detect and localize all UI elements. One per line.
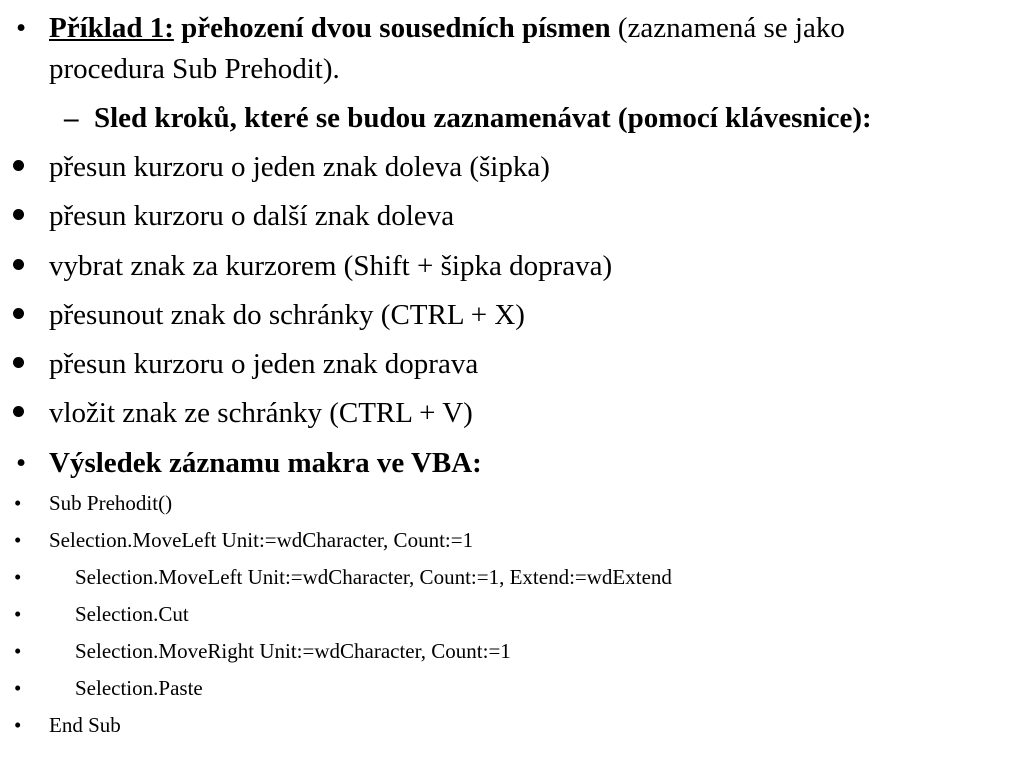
intro-text bbox=[49, 10, 845, 46]
example-note: (zaznamená se jako bbox=[617, 12, 845, 44]
example-label: Příklad 1: bbox=[49, 12, 174, 44]
bullet-marker: • bbox=[14, 639, 22, 663]
bullet-marker: • bbox=[16, 447, 27, 479]
step-text: přesun kurzoru o další znak doleva bbox=[49, 200, 455, 232]
circle-bullet-icon bbox=[13, 357, 24, 368]
step-text: vložit znak ze schránky (CTRL + V) bbox=[49, 397, 473, 429]
circle-bullet-icon bbox=[13, 209, 24, 220]
code-text: Selection.MoveLeft Unit:=wdCharacter, Count:=1 bbox=[49, 528, 474, 552]
example-title: přehození dvou sousedních písmen bbox=[181, 12, 611, 44]
bullet-marker: • bbox=[14, 602, 22, 626]
circle-bullet-icon bbox=[13, 406, 24, 417]
code-text: End Sub bbox=[49, 713, 121, 737]
example-note-continued: procedura Sub Prehodit). bbox=[49, 53, 340, 85]
bullet-marker: • bbox=[16, 12, 27, 44]
circle-bullet-icon bbox=[13, 259, 24, 270]
bullet-marker: • bbox=[14, 713, 22, 737]
step-text: přesun kurzoru o jeden znak doleva (šipka) bbox=[49, 151, 550, 183]
code-text: Selection.Cut bbox=[75, 602, 189, 626]
circle-bullet-icon bbox=[13, 160, 24, 171]
result-heading: Výsledek záznamu makra ve VBA: bbox=[49, 447, 482, 479]
step-text: přesun kurzoru o jeden znak doprava bbox=[49, 348, 479, 380]
code-text: Selection.Paste bbox=[75, 676, 203, 700]
bullet-marker: • bbox=[14, 491, 22, 515]
code-text: Selection.MoveRight Unit:=wdCharacter, Count:=1 bbox=[75, 639, 511, 663]
bullet-marker: • bbox=[14, 528, 22, 552]
circle-bullet-icon bbox=[13, 308, 24, 319]
bullet-marker: • bbox=[14, 676, 22, 700]
bullet-marker: • bbox=[14, 565, 22, 589]
code-text: Selection.MoveLeft Unit:=wdCharacter, Count:=1, Extend:=wdExtend bbox=[75, 565, 672, 589]
steps-subheading: Sled kroků, které se budou zaznamenávat (pomocí klávesnice): bbox=[94, 102, 872, 134]
step-text: vybrat znak za kurzorem (Shift + šipka doprava) bbox=[49, 250, 613, 282]
code-text: Sub Prehodit() bbox=[49, 491, 173, 515]
dash-marker: – bbox=[64, 102, 79, 134]
step-text: přesunout znak do schránky (CTRL + X) bbox=[49, 299, 525, 331]
